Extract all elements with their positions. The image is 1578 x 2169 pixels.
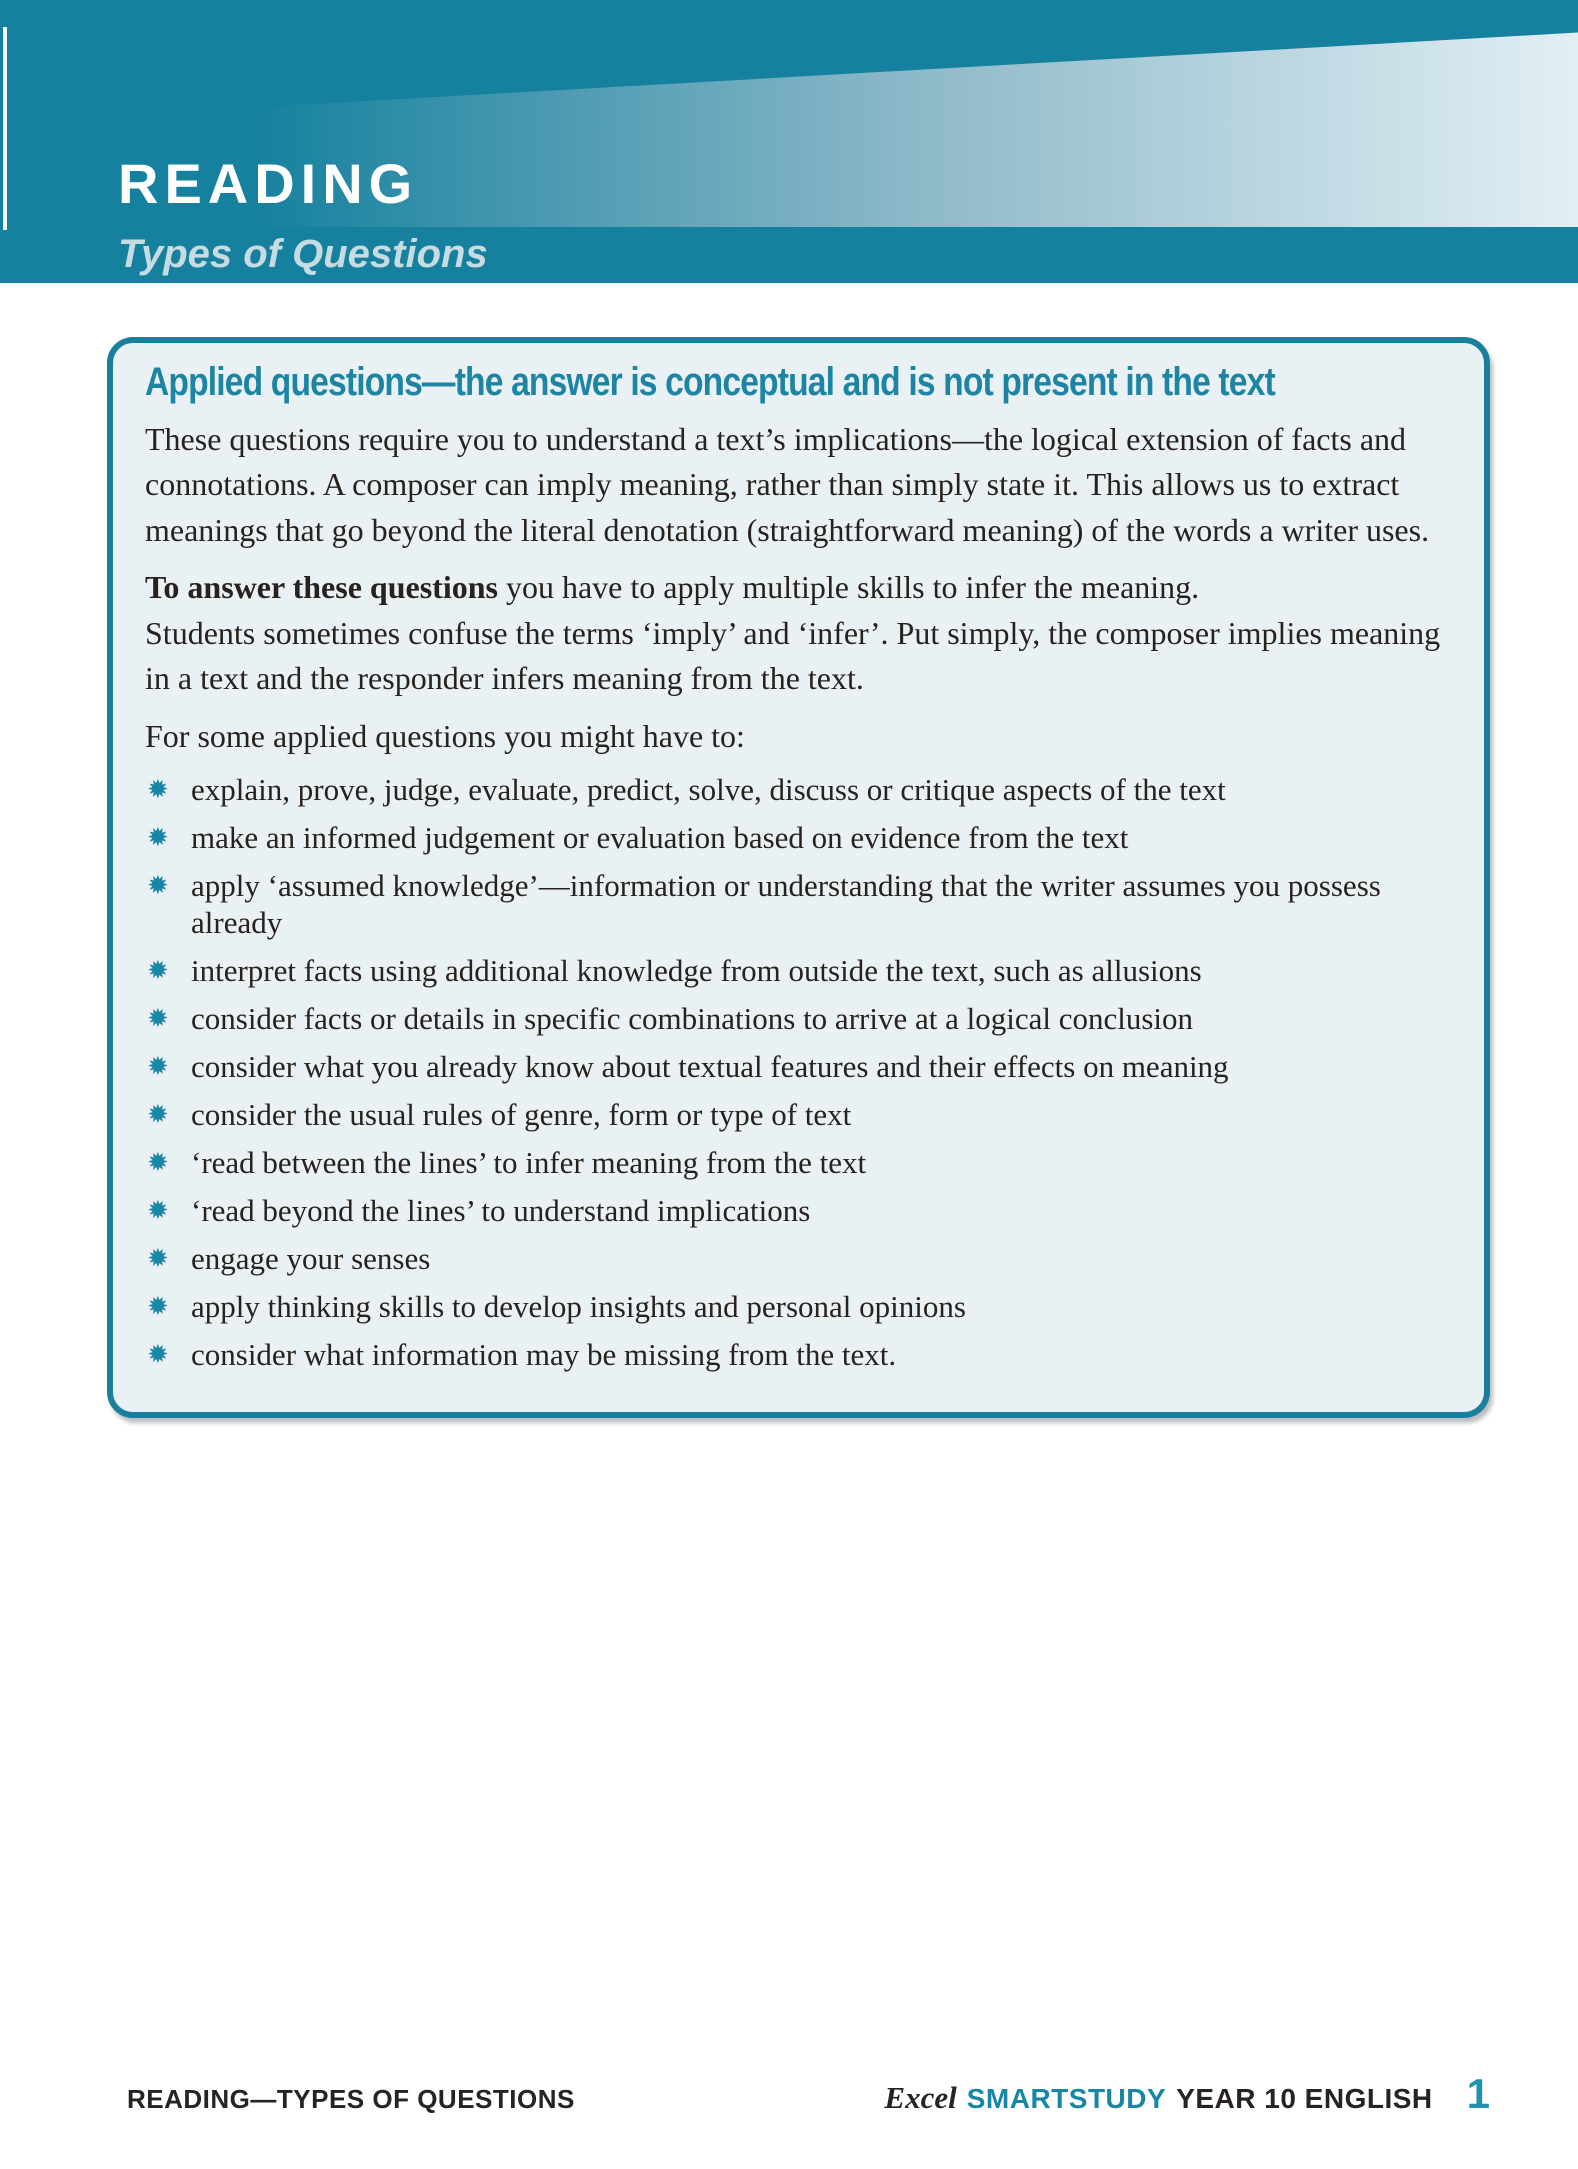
list-item	[145, 819, 1448, 856]
list-item-text: consider the usual rules of genre, form or type of text	[191, 1097, 852, 1133]
star-bullet-icon: ✹	[147, 1148, 169, 1179]
answer-paragraph	[145, 565, 1448, 610]
list-item	[145, 1096, 1448, 1133]
list-item-text: interpret facts using additional knowledge from outside the text, such as allusions	[191, 953, 1202, 989]
footer-section-title: READING—TYPES OF QUESTIONS	[127, 2084, 575, 2114]
answer-paragraph-lead: To answer these questions	[145, 569, 498, 606]
answer-paragraph-rest: you have to apply multiple skills to infer the meaning.	[497, 569, 1200, 606]
applied-skills-list	[145, 771, 1448, 1373]
list-item-text: apply thinking skills to develop insights and personal opinions	[191, 1289, 966, 1325]
imply-infer-paragraph: Students sometimes confuse the terms ‘imply’ and ‘infer’. Put simply, the composer implies meaning in a text and the responder infers meaning from the text.	[145, 614, 1441, 697]
list-item	[145, 1192, 1448, 1229]
chapter-subtitle: Types of Questions	[118, 232, 488, 276]
brand-series-name: YEAR 10 ENGLISH	[1176, 2083, 1433, 2114]
list-item	[145, 1144, 1448, 1181]
brand-smartstudy-logo: SMARTSTUDY	[966, 2083, 1167, 2114]
star-bullet-icon: ✹	[147, 1244, 169, 1275]
list-item-text: consider what you already know about textual features and their effects on meaning	[191, 1049, 1229, 1085]
page-header-banner	[0, 0, 1578, 283]
brand-excel-logo: Excel	[884, 2080, 957, 2115]
list-item	[145, 771, 1448, 808]
star-bullet-icon: ✹	[147, 871, 169, 902]
list-item-text: consider what information may be missing from the text.	[191, 1337, 897, 1373]
list-item-text: apply ‘assumed knowledge’—information or understanding that the writer assumes you possess already	[191, 868, 1381, 941]
star-bullet-icon: ✹	[147, 1004, 169, 1035]
list-item	[145, 1240, 1448, 1277]
star-bullet-icon: ✹	[147, 1196, 169, 1227]
star-bullet-icon: ✹	[147, 1100, 169, 1131]
list-item-text: ‘read beyond the lines’ to understand implications	[191, 1193, 811, 1229]
list-item	[145, 1000, 1448, 1037]
list-item	[145, 1048, 1448, 1085]
list-lead-in: For some applied questions you might have to:	[145, 717, 745, 754]
star-bullet-icon: ✹	[147, 1292, 169, 1323]
star-bullet-icon: ✹	[147, 956, 169, 987]
footer-brand	[884, 2070, 1490, 2118]
list-item-text: engage your senses	[191, 1241, 431, 1277]
applied-questions-box	[107, 337, 1490, 1418]
star-bullet-icon: ✹	[147, 823, 169, 854]
list-item-text: ‘read between the lines’ to infer meaning from the text	[191, 1145, 867, 1181]
star-bullet-icon: ✹	[147, 1052, 169, 1083]
list-item	[145, 952, 1448, 989]
list-item-text: explain, prove, judge, evaluate, predict, solve, discuss or critique aspects of the text	[191, 772, 1226, 808]
list-item-text: make an informed judgement or evaluation based on evidence from the text	[191, 820, 1129, 856]
star-bullet-icon: ✹	[147, 775, 169, 806]
list-item-text: consider facts or details in specific combinations to arrive at a logical conclusion	[191, 1001, 1194, 1037]
intro-paragraph: These questions require you to understand a text’s implications—the logical extension of facts and connotations. A composer can imply meaning, rather than simply state it. This allows us to extract meanings that go beyond the literal denotation (straightforward meaning) of the words a writer uses.	[145, 421, 1430, 548]
page-number: 1	[1466, 2070, 1490, 2117]
list-item	[145, 1288, 1448, 1325]
box-heading: Applied questions—the answer is conceptual and is not present in the text	[145, 360, 1275, 404]
banner-left-accent-line	[3, 27, 7, 230]
list-item	[145, 867, 1448, 941]
list-item	[145, 1336, 1448, 1373]
star-bullet-icon: ✹	[147, 1340, 169, 1371]
page-footer	[127, 2070, 1490, 2118]
chapter-title: READING	[118, 152, 419, 215]
